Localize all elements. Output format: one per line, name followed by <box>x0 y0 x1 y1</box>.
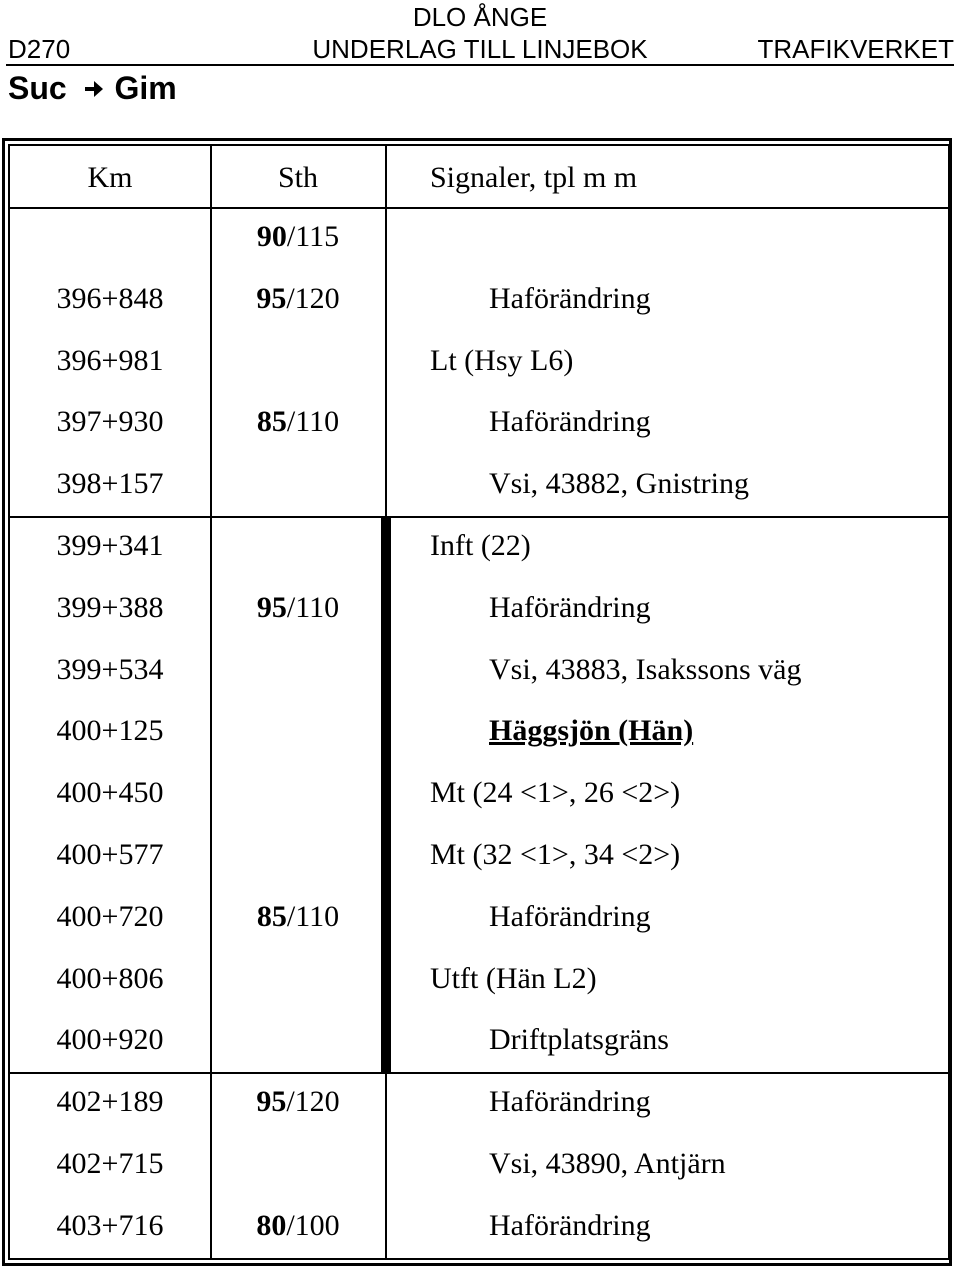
table-row <box>0 887 960 949</box>
km-cell: 400+920 <box>56 1023 164 1057</box>
table-row <box>0 949 960 1011</box>
station-name-cell: Häggsjön (Hän) <box>489 714 694 748</box>
table-row <box>0 392 960 454</box>
signal-cell: Vsi, 43890, Antjärn <box>489 1147 726 1180</box>
km-cell: 397+930 <box>56 405 164 439</box>
route-from: Suc <box>8 70 67 106</box>
signal-cell: Utft (Hän L2) <box>430 961 597 995</box>
table-row <box>0 1196 960 1258</box>
column-header-km: Km <box>87 161 133 194</box>
table-row <box>0 1010 960 1072</box>
signal-cell: Vsi, 43883, Isakssons väg <box>489 652 802 686</box>
km-cell: 400+577 <box>56 838 164 871</box>
table-row <box>0 1134 960 1196</box>
km-cell: 399+388 <box>56 590 164 624</box>
sth-cell <box>212 1208 384 1244</box>
sth-cell <box>212 281 384 317</box>
document-title: DLO ÅNGE <box>412 2 548 32</box>
table-row <box>0 578 960 640</box>
table-row <box>0 516 960 578</box>
km-cell: 396+981 <box>56 343 164 377</box>
header-rule <box>6 64 954 66</box>
sth-primary-speed: 95 <box>256 281 287 315</box>
signal-cell: Haförändring <box>489 405 651 439</box>
sth-primary-speed: 95 <box>256 1085 287 1119</box>
signal-cell: Vsi, 43882, Gnistring <box>489 467 750 501</box>
km-cell: 399+341 <box>56 529 164 562</box>
table-row <box>0 454 960 516</box>
km-cell: 400+450 <box>56 776 164 810</box>
document-id: D270 <box>8 34 71 64</box>
signal-cell: Haförändring <box>489 1085 651 1119</box>
signal-cell: Inft (22) <box>430 529 531 562</box>
signal-cell: Driftplatsgräns <box>489 1023 669 1057</box>
sth-primary-speed: 80 <box>256 1208 287 1242</box>
route-to: Gim <box>114 70 177 106</box>
km-cell: 403+716 <box>56 1208 164 1242</box>
km-cell: 400+806 <box>56 961 164 995</box>
signal-cell: Mt (24 <1>, 26 <2>) <box>430 776 681 810</box>
km-cell: 398+157 <box>56 467 164 501</box>
organization-name: TRAFIKVERKET <box>757 34 954 64</box>
sth-secondary-speed: /120 <box>286 1085 340 1119</box>
signal-cell: Haförändring <box>489 281 651 315</box>
column-header-sth: Sth <box>277 161 319 194</box>
document-subtitle: UNDERLAG TILL LINJEBOK <box>312 34 648 64</box>
sth-primary-speed: 90 <box>256 220 287 253</box>
sth-cell <box>212 590 384 626</box>
sth-secondary-speed: /110 <box>286 590 340 624</box>
table-row <box>0 331 960 393</box>
route-heading <box>8 68 177 108</box>
km-cell: 396+848 <box>56 281 164 315</box>
table-row <box>0 269 960 331</box>
sth-cell <box>212 1084 384 1120</box>
signal-cell: Lt (Hsy L6) <box>430 343 574 377</box>
table-row <box>0 763 960 825</box>
signal-cell: Haförändring <box>489 590 651 624</box>
km-cell: 400+125 <box>56 714 164 748</box>
sth-secondary-speed: /115 <box>286 220 340 253</box>
arrow-right-icon <box>76 68 106 108</box>
sth-secondary-speed: /120 <box>286 281 340 315</box>
table-row <box>0 640 960 702</box>
table-row <box>0 1072 960 1134</box>
signal-cell: Mt (32 <1>, 34 <2>) <box>430 838 681 871</box>
km-cell: 400+720 <box>56 899 164 933</box>
table-row <box>0 701 960 763</box>
sth-primary-speed: 85 <box>256 899 287 933</box>
table-row <box>0 825 960 887</box>
km-cell: 402+189 <box>56 1085 164 1119</box>
km-cell: 399+534 <box>56 652 164 686</box>
sth-secondary-speed: /110 <box>286 405 340 439</box>
sth-cell <box>212 219 384 255</box>
sth-cell <box>212 404 384 440</box>
signal-cell: Haförändring <box>489 1208 651 1242</box>
sth-secondary-speed: /110 <box>286 899 340 933</box>
sth-cell <box>212 899 384 935</box>
sth-primary-speed: 95 <box>256 590 287 624</box>
km-cell: 402+715 <box>56 1147 164 1180</box>
column-header-signals: Signaler, tpl m m <box>430 161 638 194</box>
table-row <box>0 207 960 269</box>
sth-primary-speed: 85 <box>256 405 287 439</box>
signal-cell: Haförändring <box>489 899 651 933</box>
sth-secondary-speed: /100 <box>286 1208 340 1242</box>
